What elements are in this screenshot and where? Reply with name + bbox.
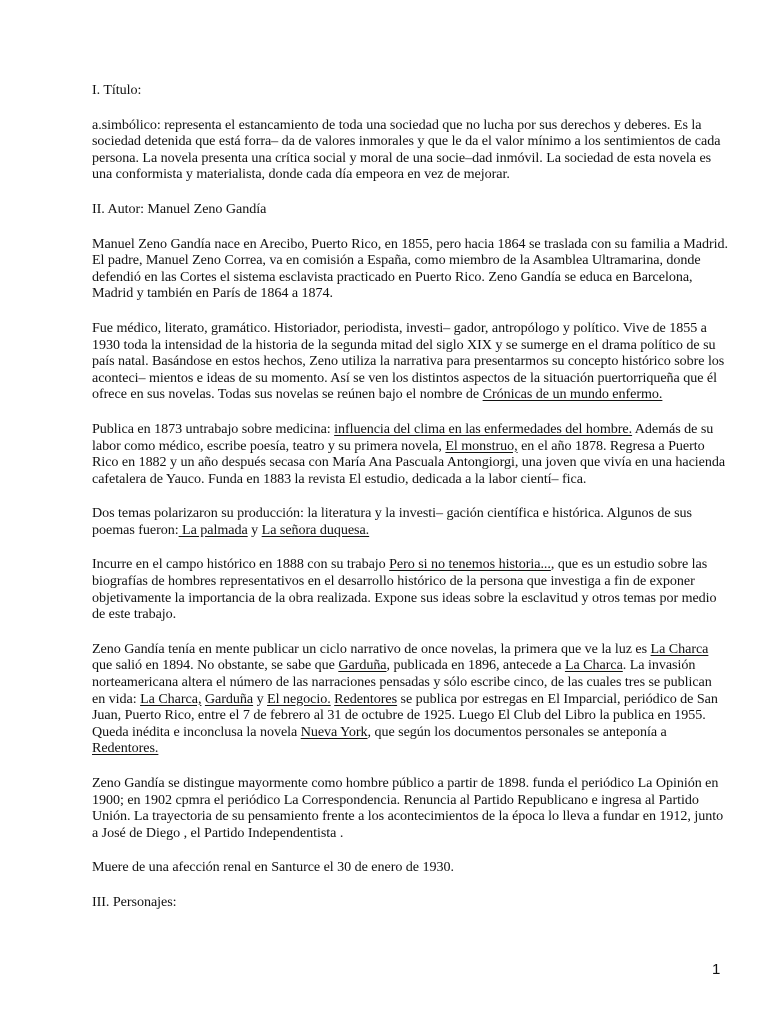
link-redentores[interactable]: Redentores [334, 690, 398, 707]
paragraph-text: en el año 1878. Regresa a Puerto Rico en 1882 y un año después secasa con María Ana Pascuala Antongiorgi, una joven que vivía en una hacienda cafetalera de Yauco. Funda en 1883 la revista El estudio, dedicada a la labor cientí– fica. [92, 437, 726, 487]
paragraph-text: , que es un estudio sobre las biografías de hombres representativos en el desarrollo histórico de la persona que investiga a fin de exponer objetivamente la importancia de la obra realizada. Expone sus ideas sobre la esclavitud y otros temas por medio de este trabajo. [92, 556, 717, 623]
paragraph-text: que salió en 1894. No obstante, se sabe que [92, 657, 339, 674]
paragraph-medico [92, 320, 728, 403]
link-nueva-york[interactable]: Nueva York [300, 723, 368, 740]
paragraph-simbolico: a.simbólico: representa el estancamiento de toda una sociedad que no lucha por sus derechos y deberes. Es la sociedad detenida que está forra– da de valores inmorales y que le da el valor mínimo a los sentimientos de cada persona. La novela presenta una crítica social y moral de una socie–dad inmóvil. La sociedad de esta novela es una conformista y materialista, donde cada día empeora en vez de mejorar. [92, 116, 721, 183]
paragraph-text: se publica por estregas en El Imparcial, periódico de San Juan, Puerto Rico, entre el 7 de febrero al 31 de octubre de 1925. Luego El Club del Libro la publica en 1955. Queda inédita e inconclusa la novela [92, 690, 718, 740]
paragraph-text: Zeno Gandía tenía en mente publicar un ciclo narrativo de once novelas, la primera que ve la luz es [92, 640, 651, 657]
paragraph-text: Incurre en el campo histórico en 1888 con su trabajo [92, 556, 390, 573]
paragraph-muere: Muere de una afección renal en Santurce el 30 de enero de 1930. [92, 859, 454, 876]
paragraph-temas [92, 505, 728, 538]
link-la-charca[interactable]: La Charca [650, 640, 709, 657]
paragraph-publica [92, 421, 728, 487]
paragraph-text: , que según los documentos personales se anteponía a [367, 723, 667, 740]
link-la-senora-duquesa[interactable]: La señora duquesa. [261, 521, 370, 538]
paragraph-text: y [253, 690, 268, 707]
link-redentores[interactable]: Redentores. [92, 740, 159, 757]
paragraph-text: . La invasión norteamericana altera el número de las narraciones pensadas y sólo escribe cinco, de las cuales tres se publican en vida: [92, 657, 712, 707]
paragraph-ciclo [92, 641, 728, 757]
paragraph-text: Además de su labor como médico, escribe poesía, teatro y su primera novela, [92, 420, 714, 454]
link-garduna[interactable]: Garduña [204, 690, 254, 707]
paragraph-text: y [247, 521, 262, 538]
page-number: 1 [712, 961, 721, 978]
paragraph-text: Dos temas polarizaron su producción: la literatura y la investi– gación científica e histórica. Algunos de sus poemas fueron: [92, 505, 692, 538]
link-cronicas-de-un-mundo-enfermo[interactable]: Crónicas de un mundo enfermo. [482, 386, 663, 403]
paragraph-text: , publicada en 1896, antecede a [386, 657, 565, 674]
link-la-charca[interactable]: La Charca, [140, 690, 202, 707]
section-heading-titulo: I. Título: [92, 82, 142, 98]
link-la-palmada[interactable]: La palmada [178, 521, 248, 538]
paragraph-text: Publica en 1873 untrabajo sobre medicina: [92, 420, 335, 437]
paragraph-hombre-publico: Zeno Gandía se distingue mayormente como hombre público a partir de 1898. funda el periódico La Opinión en 1900; en 1902 cpmra el periódico La Correspondencia. Renuncia al Partido Republicano e ingresa al Partido Unión. La trayectoria de su pensamiento frente a los acontecimientos de la época lo lleva a fundar en 1912, junto a José de Diego , el Partido Independentista . [92, 775, 724, 841]
section-heading-personajes: III. Personajes: [92, 893, 177, 910]
paragraph-incurre [92, 556, 728, 622]
link-el-negocio[interactable]: El negocio. [267, 690, 331, 707]
section-heading-autor: II. Autor: Manuel Zeno Gandía [92, 200, 267, 217]
link-influencia-del-clima[interactable]: influencia del clima en las enfermedades del hombre. [334, 420, 633, 437]
link-pero-si-no-tenemos-historia[interactable]: Pero si no tenemos historia... [389, 556, 551, 573]
link-el-monstruo[interactable]: El monstruo, [445, 437, 518, 454]
paragraph-text: Fue médico, literato, gramático. Historiador, periodista, investi– gador, antropólogo y político. Vive de 1855 a 1930 toda la intensidad de la historia de la segunda mitad del siglo XIX y se sumerge en el drama político de su país natal. Basándose en estos hechos, Zeno utiliza la narrativa para presentarmos su concepto histórico sobre los aconteci– mientos e ideas de su momento. Así se ven los distintos aspectos de la situación puertorriqueña que él ofrece en sus novelas. Todas sus novelas se reúnen bajo el nombre de [92, 319, 725, 403]
link-garduna[interactable]: Garduña [338, 657, 387, 674]
link-la-charca[interactable]: La Charca [564, 657, 623, 674]
paragraph-nace: Manuel Zeno Gandía nace en Arecibo, Puerto Rico, en 1855, pero hacia 1864 se traslada con su familia a Madrid. El padre, Manuel Zeno Correa, va en comisión a España, como miembro de la Asamblea Ultramarina, donde defendió en las Cortes el sistema esclavista practicado en Puerto Rico. Zeno Gandía se educa en Barcelona, Madrid y también en París de 1864 a 1874. [92, 235, 728, 302]
